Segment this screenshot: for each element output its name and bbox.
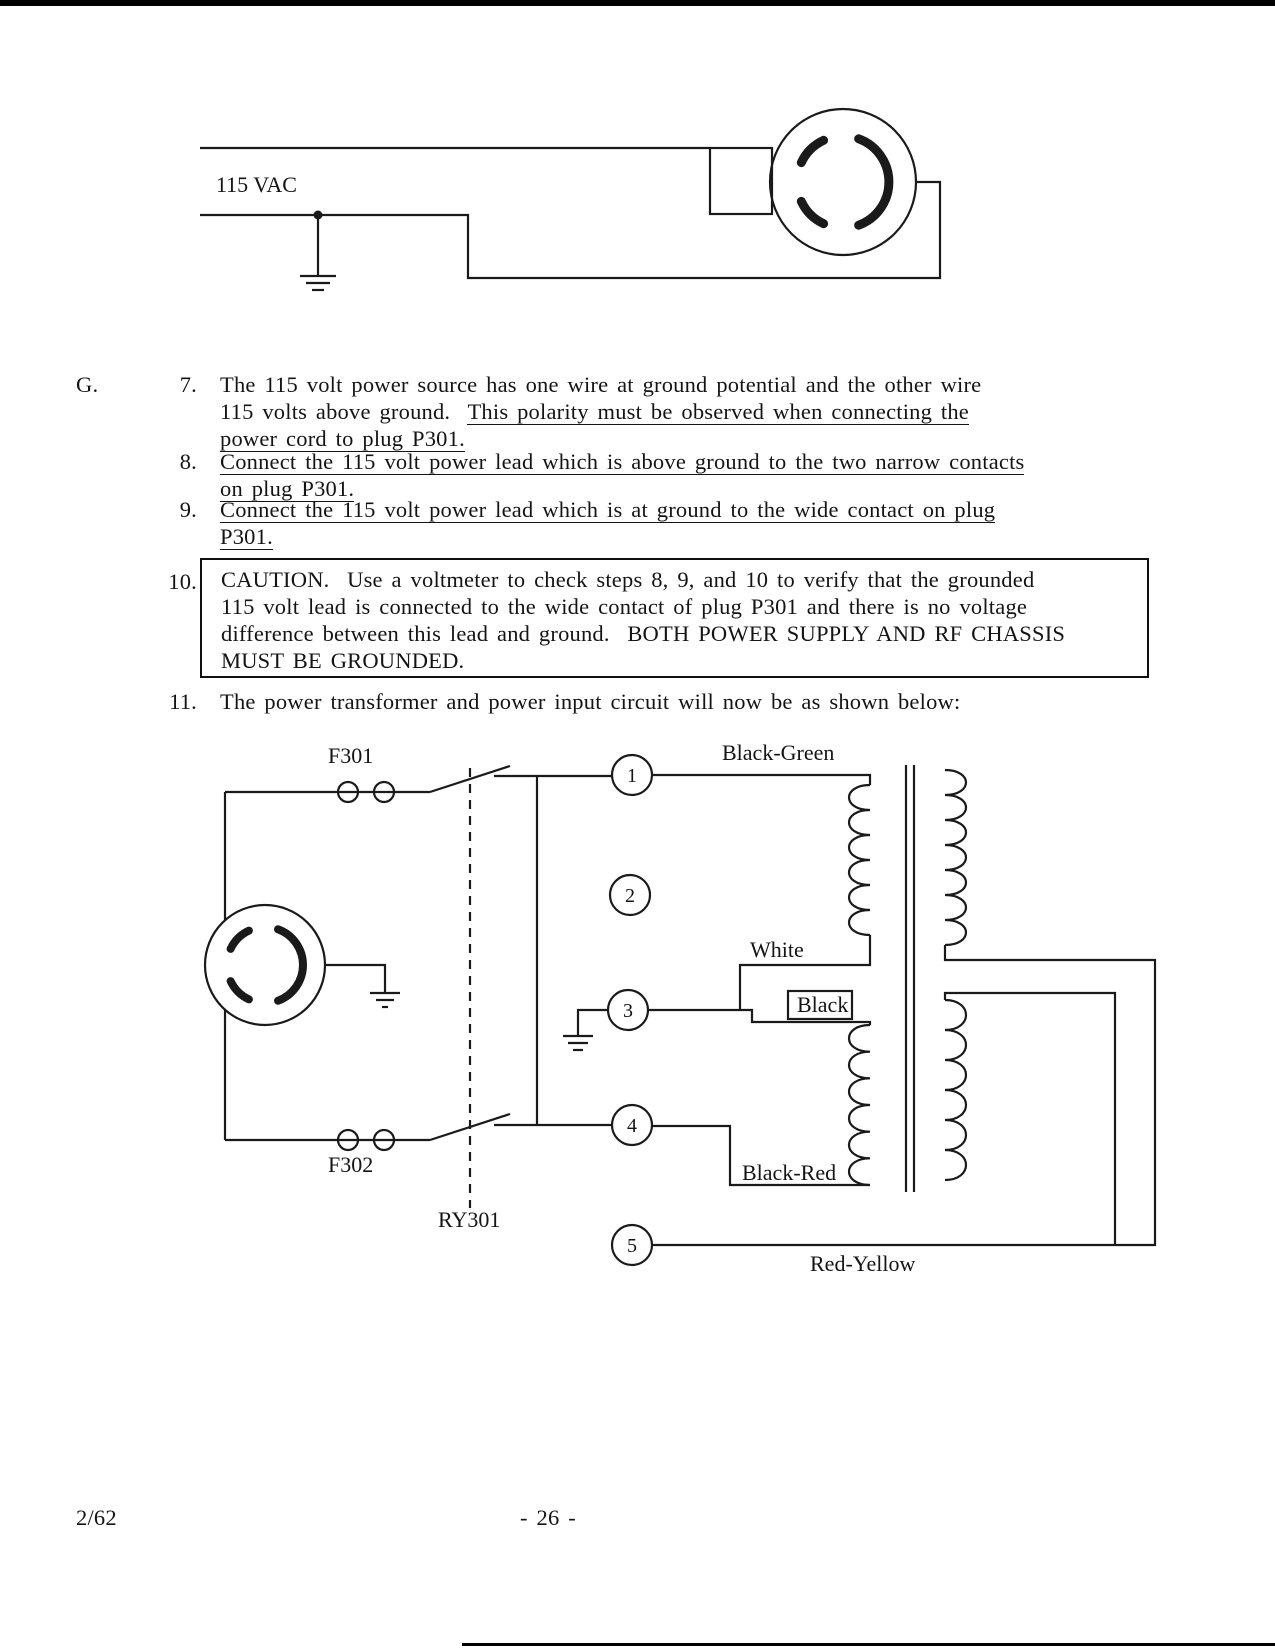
terminal-4 xyxy=(612,1105,652,1145)
fuse-f301-label: F301 xyxy=(328,743,374,768)
step-number: 8. xyxy=(179,449,197,474)
step-text: 115 volts above ground. xyxy=(220,399,468,424)
step-text-underlined: on plug P301. xyxy=(220,476,355,501)
terminal-5-number: 5 xyxy=(627,1235,637,1257)
white-label: White xyxy=(750,937,804,962)
primary-winding-upper xyxy=(849,785,870,935)
footer-date-code: 2/62 xyxy=(76,1505,117,1530)
scan-edge-top xyxy=(0,0,1275,6)
primary-winding-lower xyxy=(849,1025,870,1185)
plug-narrow-contact-top xyxy=(801,140,823,162)
terminal-1 xyxy=(612,755,652,795)
scan-edge-bottom xyxy=(462,1643,1275,1646)
terminal-3-ground-symbol xyxy=(563,1036,593,1050)
terminal-2-number: 2 xyxy=(625,885,635,907)
red-yellow-label: Red-Yellow xyxy=(810,1251,916,1276)
terminal-4-number: 4 xyxy=(627,1115,637,1137)
step-text: The 115 volt power source has one wire at ground potential and the other wire xyxy=(220,372,982,397)
plug-body-circle xyxy=(770,109,916,255)
plug-ground-symbol xyxy=(370,993,400,1007)
step-text-underlined: P301. xyxy=(220,524,273,549)
caution-text: difference between this lead and ground. BOTH POWER SUPPLY AND RF CHASSIS xyxy=(221,621,1066,646)
black-green-wire xyxy=(652,775,870,785)
relay-label: RY301 xyxy=(438,1207,501,1232)
secondary-winding-lower xyxy=(945,1000,966,1180)
step-text-underlined: Connect the 115 volt power lead which is above ground to the two narrow contacts xyxy=(220,449,1025,474)
voltage-label: 115 VAC xyxy=(216,172,297,197)
black-red-label: Black-Red xyxy=(742,1160,837,1185)
step-number: 7. xyxy=(179,372,197,397)
caution-box xyxy=(200,558,1149,678)
step-8 xyxy=(153,448,1170,502)
plug-body-circle xyxy=(205,905,325,1025)
secondary-winding-upper xyxy=(945,770,966,945)
power-input-schematic xyxy=(100,730,1175,1310)
step-text-underlined: power cord to plug P301. xyxy=(220,426,465,451)
black-label: Black xyxy=(797,992,849,1017)
plug-narrow-contact-top xyxy=(231,931,249,949)
caution-text: 115 volt lead is connected to the wide contact of plug P301 and there is no voltage xyxy=(221,594,1028,619)
step-number: 10. xyxy=(168,569,197,594)
step-number: 11. xyxy=(169,689,197,714)
plug-ground-wire xyxy=(325,965,385,993)
terminal-1-number: 1 xyxy=(627,765,637,787)
caution-text: CAUTION. Use a voltmeter to check steps 8, 9, and 10 to verify that the grounded xyxy=(221,567,1035,592)
step-number: 9. xyxy=(179,497,197,522)
power-cord-diagram xyxy=(150,80,970,345)
terminal-5 xyxy=(612,1225,652,1265)
terminal-3-ground-wire xyxy=(578,1010,608,1036)
step-9 xyxy=(153,496,1170,550)
red-yellow-wire-outer xyxy=(652,945,1155,1245)
cable-clamp-rect xyxy=(710,148,772,214)
transformer-core xyxy=(906,765,914,1192)
step-11 xyxy=(153,688,1170,715)
section-letter: G. xyxy=(76,372,99,397)
plug-narrow-contact-bottom xyxy=(231,981,249,999)
black-green-label: Black-Green xyxy=(722,740,835,765)
terminal-2 xyxy=(610,875,650,915)
plug-wide-contact xyxy=(859,139,889,225)
terminal-3-number: 3 xyxy=(623,1000,633,1022)
plug-wide-contact xyxy=(278,929,303,1000)
red-yellow-wire-inner xyxy=(945,993,1115,1245)
terminal-3 xyxy=(608,990,648,1030)
ground-symbol xyxy=(300,276,336,290)
step-7 xyxy=(153,371,1170,452)
fuse-f302-label: F302 xyxy=(328,1152,374,1177)
neutral-wire xyxy=(200,182,940,278)
step-text-underlined: This polarity must be observed when connecting the xyxy=(467,399,969,424)
step-text-underlined: Connect the 115 volt power lead which is at ground to the wide contact on plug xyxy=(220,497,996,522)
plug-narrow-contact-bottom xyxy=(801,201,823,223)
footer-page-number: - 26 - xyxy=(520,1505,576,1530)
step-text: The power transformer and power input circuit will now be as shown below: xyxy=(220,689,961,714)
caution-text: MUST BE GROUNDED. xyxy=(221,648,465,673)
